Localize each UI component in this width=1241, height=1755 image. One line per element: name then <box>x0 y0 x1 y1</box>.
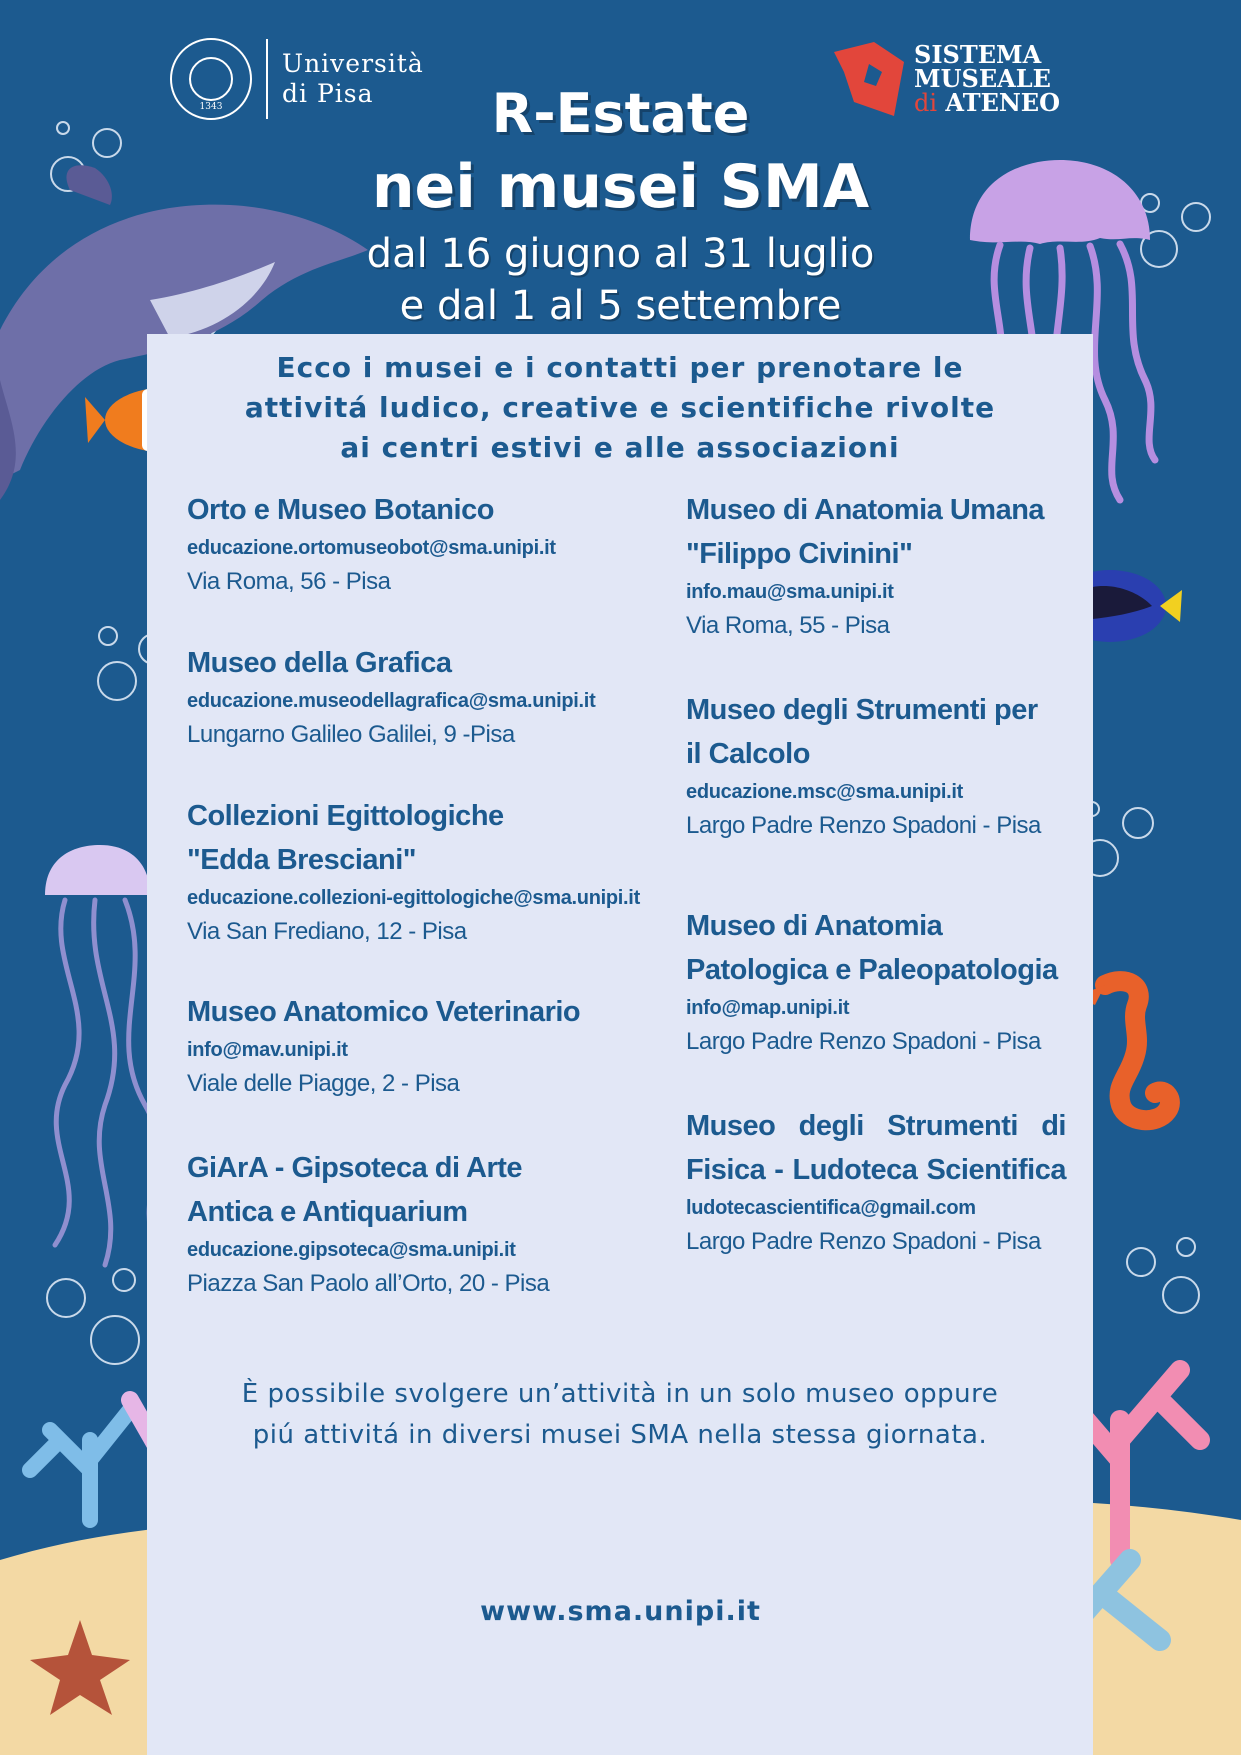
museum-entry <box>187 794 667 950</box>
museum-name: Museo di Anatomia Umana <box>686 494 1045 526</box>
university-line2: di Pisa <box>282 79 374 108</box>
intro-line3: ai centri estivi e alle associazioni <box>340 431 900 464</box>
website-link[interactable]: www.sma.unipi.it <box>480 1596 761 1627</box>
museum-name-line2: Patologica e Paleopatologia <box>686 954 1058 986</box>
museum-address: Piazza San Paolo all’Orto, 20 - Pisa <box>187 1270 550 1297</box>
museum-entry <box>686 1104 1066 1260</box>
intro-text <box>147 348 1093 468</box>
closing-line2: piú attivitá in diversi musei SMA nella stessa giornata. <box>252 1420 988 1450</box>
museum-address: Viale delle Piagge, 2 - Pisa <box>187 1070 460 1097</box>
sma-line1: SISTEMA <box>914 40 1042 69</box>
intro-line2: attivitá ludico, creative e scientifiche rivolte <box>244 391 996 424</box>
museum-address: Largo Padre Renzo Spadoni - Pisa <box>686 1228 1041 1255</box>
museum-name-line2: "Edda Bresciani" <box>187 844 417 876</box>
museum-name-line2: Fisica - Ludoteca Scientifica <box>686 1154 1066 1186</box>
university-line1: Università <box>282 49 424 78</box>
closing-text <box>147 1374 1093 1456</box>
museum-email[interactable]: info@map.unipi.it <box>686 997 850 1019</box>
museum-name: Museo di Anatomia <box>686 910 943 942</box>
museum-name: Collezioni Egittologiche <box>187 800 504 832</box>
museum-entry <box>686 904 1066 1060</box>
museum-name-line2: il Calcolo <box>686 738 810 770</box>
museum-name-line2: Antica e Antiquarium <box>187 1196 468 1228</box>
museum-email[interactable]: educazione.msc@sma.unipi.it <box>686 781 964 803</box>
museum-name: GiArA - Gipsoteca di Arte <box>187 1152 523 1184</box>
intro-line1: Ecco i musei e i contatti per prenotare le <box>276 351 964 384</box>
dates-line2: e dal 1 al 5 settembre <box>399 283 842 329</box>
museum-email[interactable]: educazione.gipsoteca@sma.unipi.it <box>187 1239 516 1261</box>
museum-name: Museo Anatomico Veterinario <box>187 996 581 1028</box>
seal-year: 1343 <box>199 102 223 112</box>
sma-di: di <box>914 89 938 117</box>
museum-address: Via Roma, 55 - Pisa <box>686 612 890 639</box>
museum-email[interactable]: educazione.collezioni-egittologiche@sma.unipi.it <box>187 887 640 909</box>
museum-address: Via Roma, 56 - Pisa <box>187 568 391 595</box>
museum-address: Lungarno Galileo Galilei, 9 -Pisa <box>187 721 515 748</box>
museum-entry <box>187 1146 667 1302</box>
museum-email[interactable]: educazione.ortomuseobot@sma.unipi.it <box>187 537 556 559</box>
sma-line2: MUSEALE <box>914 64 1051 93</box>
museum-email[interactable]: info.mau@sma.unipi.it <box>686 581 894 603</box>
museum-name: Museo della Grafica <box>187 647 452 679</box>
museum-email[interactable]: educazione.museodellagrafica@sma.unipi.it <box>187 690 596 712</box>
museum-name: Orto e Museo Botanico <box>187 494 494 526</box>
museum-entry <box>187 488 667 600</box>
title-line2: nei musei SMA <box>371 152 870 222</box>
sma-line3: ATENEO <box>945 88 1061 117</box>
title-line1: R-Estate <box>491 82 750 145</box>
museum-name-line2: "Filippo Civinini" <box>686 538 913 570</box>
museum-name: Museo degli Strumenti di <box>686 1110 1066 1142</box>
museum-address: Largo Padre Renzo Spadoni - Pisa <box>686 812 1041 839</box>
museum-entry <box>686 488 1066 644</box>
museum-entry <box>187 641 667 753</box>
museum-email[interactable]: ludotecascientifica@gmail.com <box>686 1197 976 1219</box>
museum-address: Largo Padre Renzo Spadoni - Pisa <box>686 1028 1041 1055</box>
jellyfish-icon <box>45 845 157 1265</box>
museum-entry <box>187 990 667 1102</box>
closing-line1: È possibile svolgere un’attività in un solo museo oppure <box>241 1379 999 1409</box>
museum-address: Via San Frediano, 12 - Pisa <box>187 918 467 945</box>
museum-email[interactable]: info@mav.unipi.it <box>187 1039 348 1061</box>
museum-name: Museo degli Strumenti per <box>686 694 1038 726</box>
museum-entry <box>686 688 1066 844</box>
dates-line1: dal 16 giugno al 31 luglio <box>366 231 875 277</box>
